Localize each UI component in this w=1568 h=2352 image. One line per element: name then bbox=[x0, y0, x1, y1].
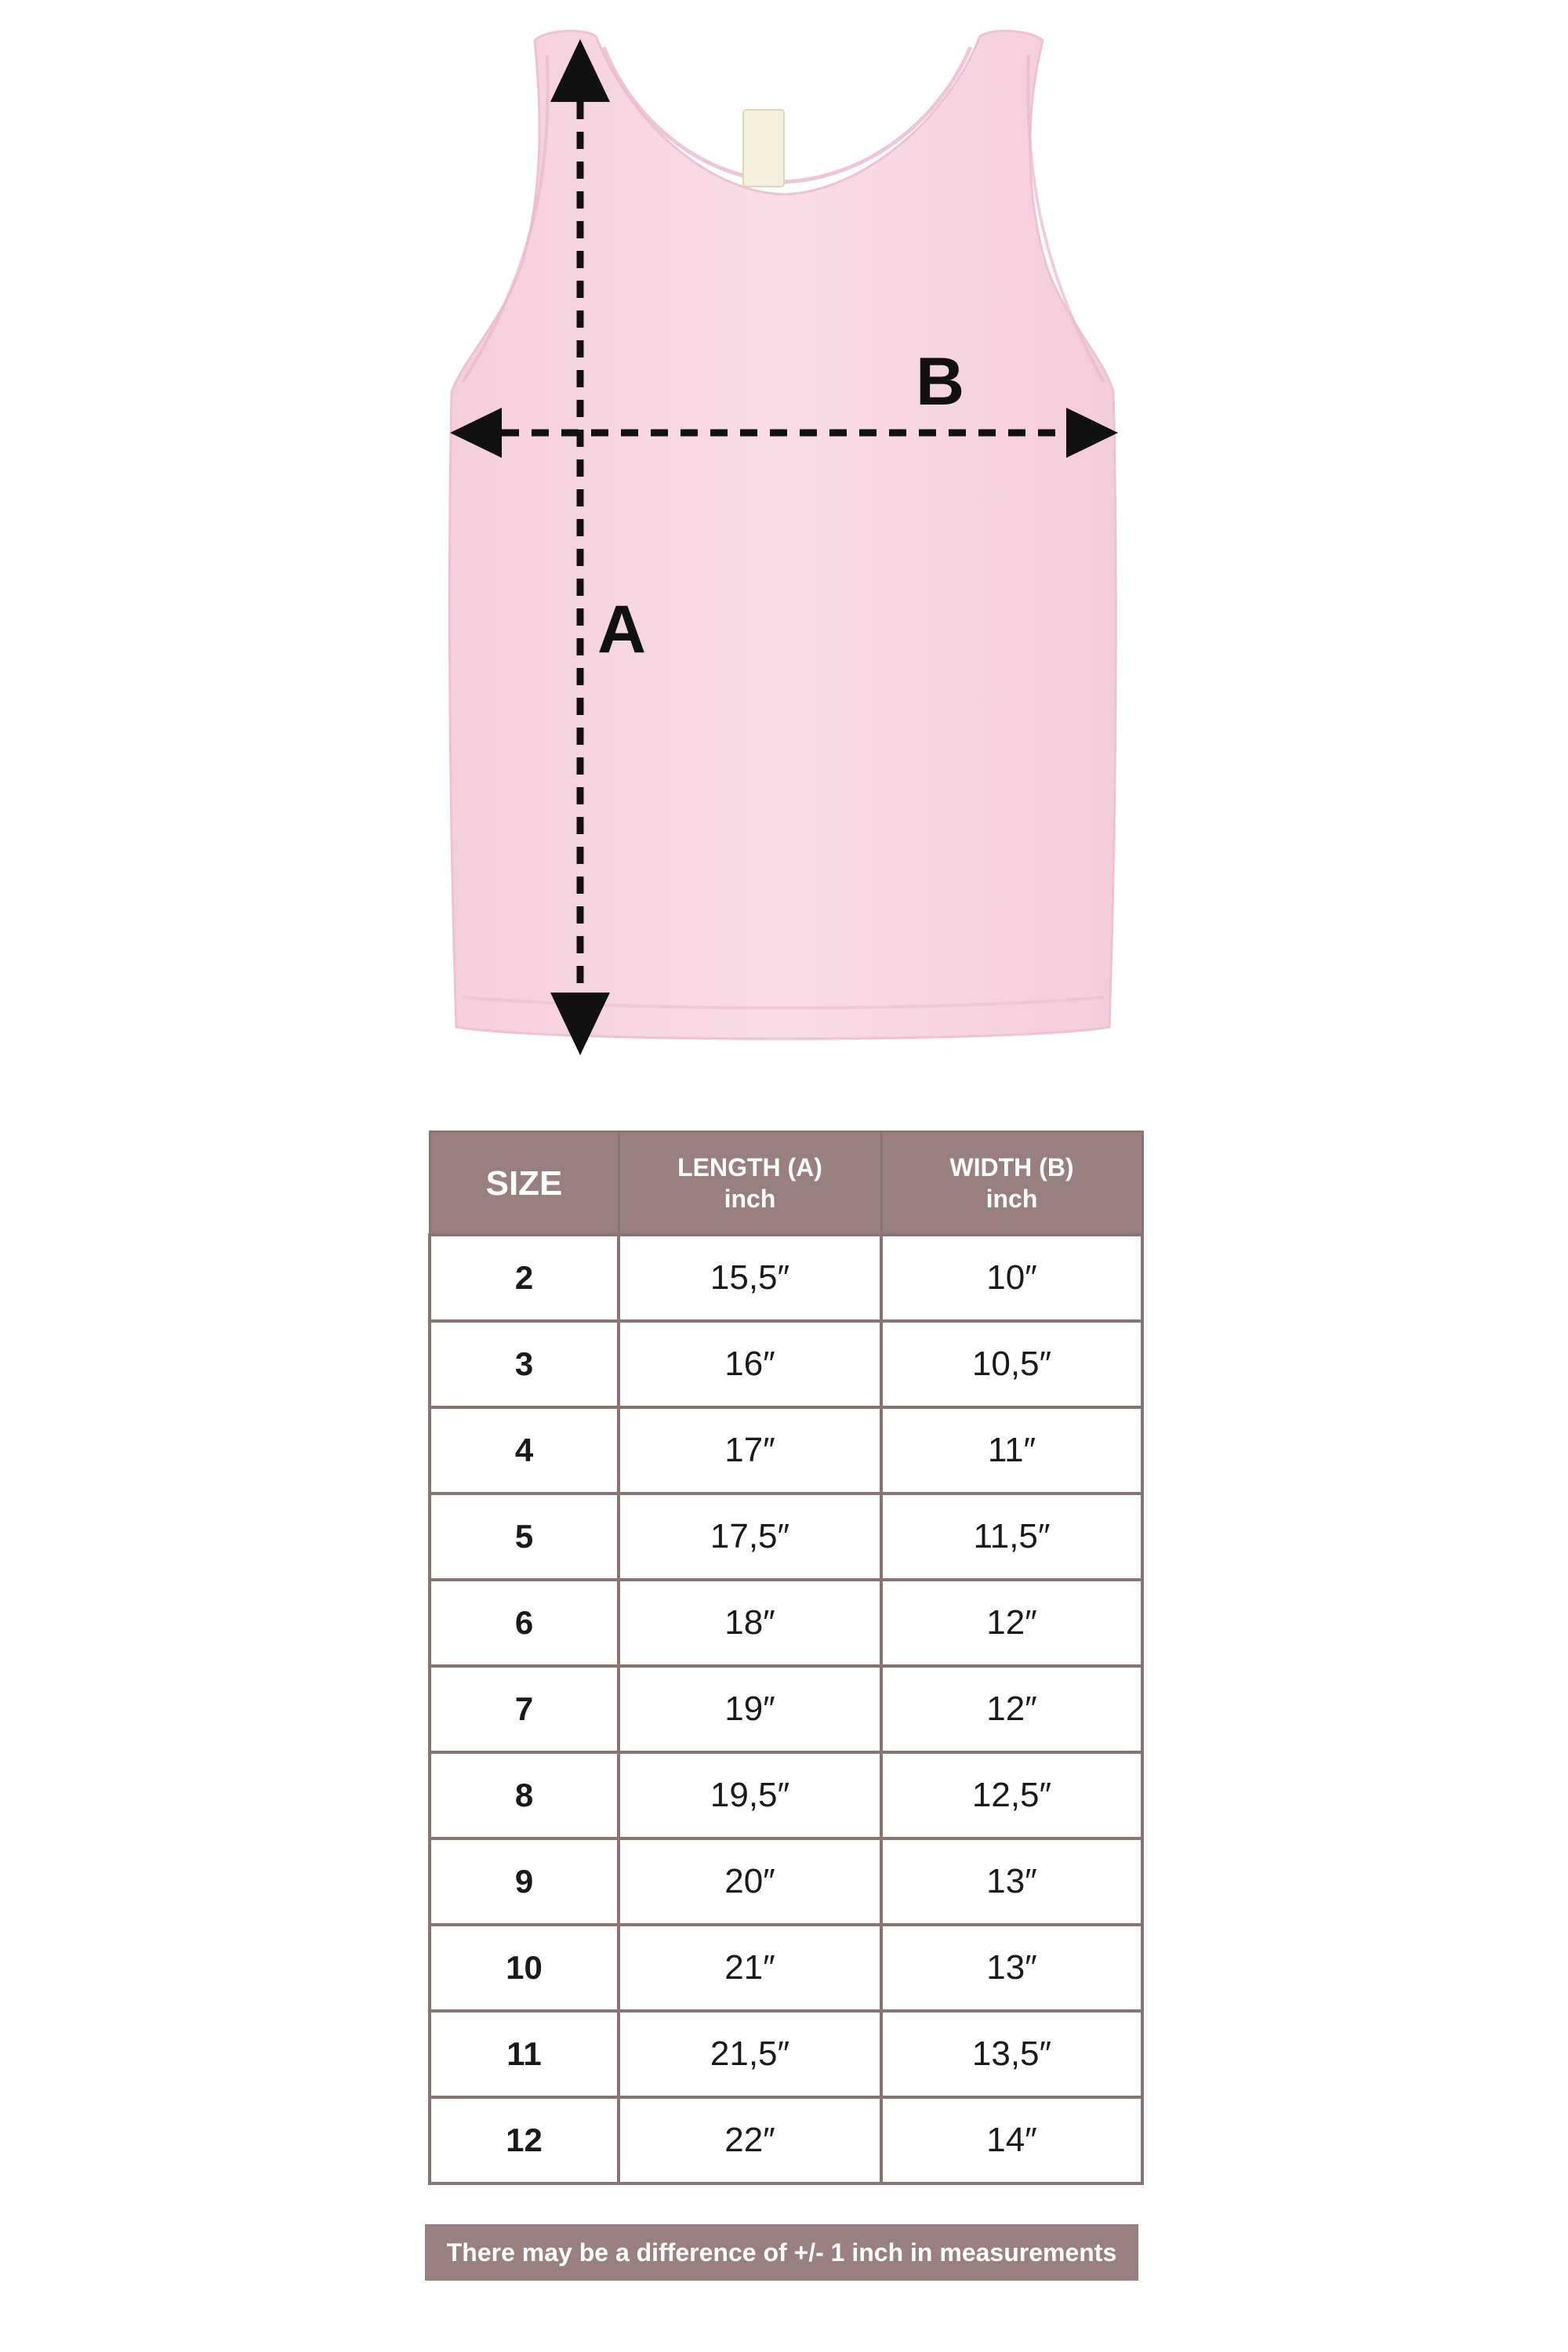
measurement-note: There may be a difference of +/- 1 inch in measurements bbox=[425, 2224, 1138, 2281]
length-cell: 18″ bbox=[619, 1580, 881, 1666]
table-row bbox=[430, 1580, 1142, 1666]
garment-label-tag bbox=[743, 110, 784, 187]
header-size-label: SIZE bbox=[485, 1163, 563, 1203]
header-width-unit: inch bbox=[985, 1185, 1038, 1213]
length-cell: 19,5″ bbox=[619, 1752, 881, 1838]
length-cell: 22″ bbox=[619, 2097, 881, 2183]
width-cell: 13,5″ bbox=[881, 2011, 1142, 2097]
width-cell: 10,5″ bbox=[881, 1321, 1142, 1407]
header-width-label: WIDTH (B) bbox=[949, 1153, 1074, 1181]
size-chart-table bbox=[428, 1131, 1144, 2185]
table-row bbox=[430, 1321, 1142, 1407]
header-length bbox=[619, 1132, 881, 1236]
header-length-unit: inch bbox=[724, 1185, 776, 1213]
size-cell: 4 bbox=[430, 1407, 619, 1494]
table-row bbox=[430, 1838, 1142, 1925]
size-cell: 8 bbox=[430, 1752, 619, 1838]
tank-top-figure bbox=[0, 0, 1568, 1113]
length-cell: 17,5″ bbox=[619, 1494, 881, 1580]
size-cell: 12 bbox=[430, 2097, 619, 2183]
size-cell: 2 bbox=[430, 1235, 619, 1321]
size-cell: 11 bbox=[430, 2011, 619, 2097]
width-cell: 10″ bbox=[881, 1235, 1142, 1321]
length-cell: 21″ bbox=[619, 1925, 881, 2011]
header-length-label: LENGTH (A) bbox=[677, 1153, 822, 1181]
table-row bbox=[430, 1235, 1142, 1321]
length-cell: 17″ bbox=[619, 1407, 881, 1494]
width-cell: 14″ bbox=[881, 2097, 1142, 2183]
length-cell: 21,5″ bbox=[619, 2011, 881, 2097]
table-row bbox=[430, 1666, 1142, 1752]
table-row bbox=[430, 2011, 1142, 2097]
size-cell: 7 bbox=[430, 1666, 619, 1752]
length-cell: 20″ bbox=[619, 1838, 881, 1925]
width-cell: 12″ bbox=[881, 1580, 1142, 1666]
width-cell: 11,5″ bbox=[881, 1494, 1142, 1580]
length-cell: 16″ bbox=[619, 1321, 881, 1407]
table-row bbox=[430, 1925, 1142, 2011]
width-cell: 12″ bbox=[881, 1666, 1142, 1752]
table-row bbox=[430, 1407, 1142, 1494]
size-cell: 9 bbox=[430, 1838, 619, 1925]
length-cell: 15,5″ bbox=[619, 1235, 881, 1321]
table-header-row bbox=[430, 1132, 1142, 1236]
size-cell: 6 bbox=[430, 1580, 619, 1666]
tank-top-illustration bbox=[0, 0, 1568, 1113]
width-cell: 12,5″ bbox=[881, 1752, 1142, 1838]
length-label-a: A bbox=[597, 592, 647, 667]
table-row bbox=[430, 1752, 1142, 1838]
size-cell: 10 bbox=[430, 1925, 619, 2011]
width-cell: 13″ bbox=[881, 1925, 1142, 2011]
width-cell: 11″ bbox=[881, 1407, 1142, 1494]
size-cell: 5 bbox=[430, 1494, 619, 1580]
width-cell: 13″ bbox=[881, 1838, 1142, 1925]
length-cell: 19″ bbox=[619, 1666, 881, 1752]
table-row bbox=[430, 1494, 1142, 1580]
size-cell: 3 bbox=[430, 1321, 619, 1407]
width-label-b: B bbox=[916, 344, 965, 419]
header-size bbox=[430, 1132, 619, 1236]
table-row bbox=[430, 2097, 1142, 2183]
header-width bbox=[881, 1132, 1142, 1236]
